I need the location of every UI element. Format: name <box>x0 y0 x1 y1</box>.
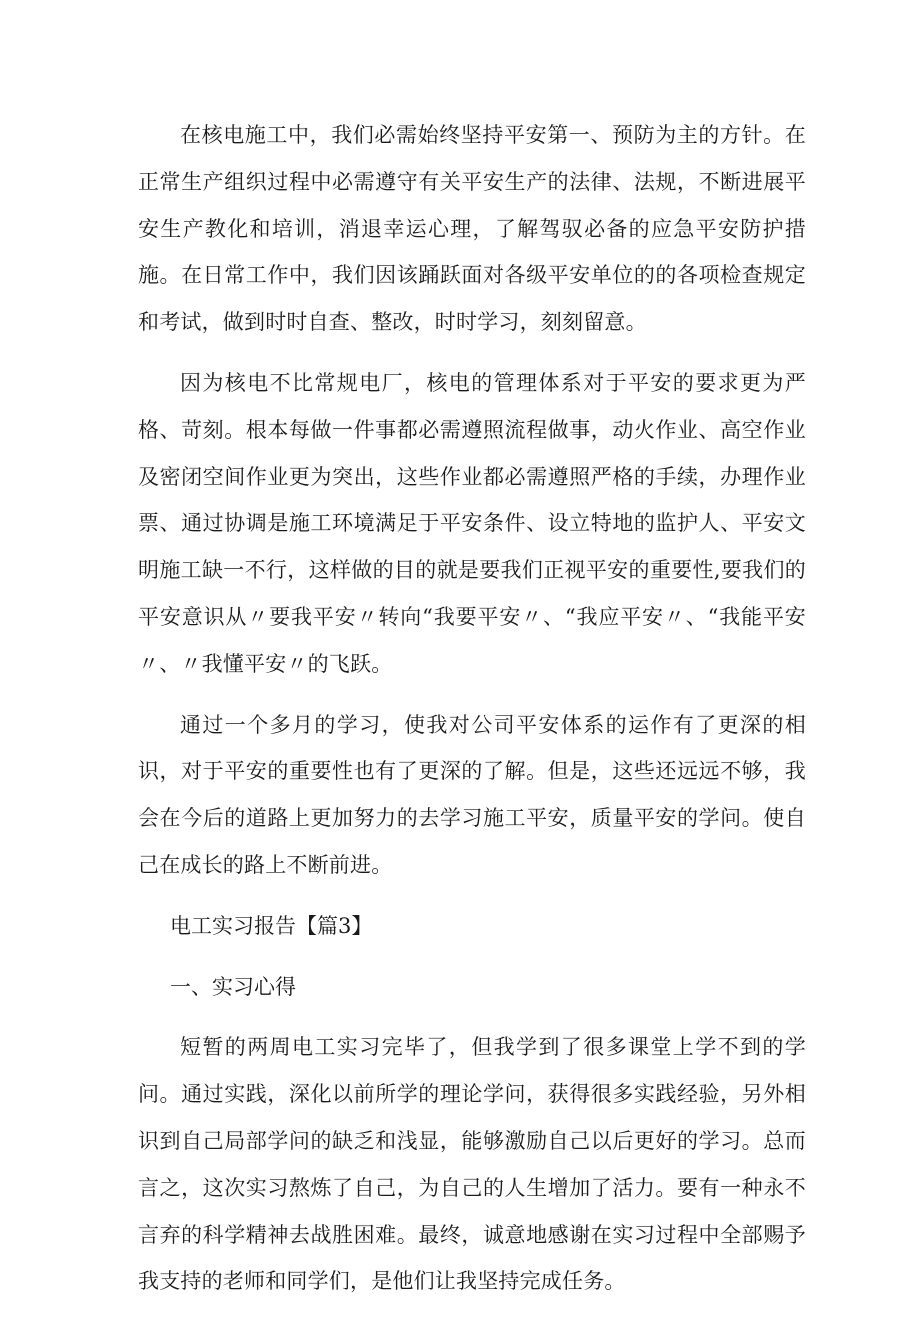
document-page <box>138 112 806 1319</box>
paragraph-safety-policy: 在核电施工中，我们必需始终坚持平安第一、预防为主的方针。在正常生产组织过程中必需遵守有关平安生产的法律、法规，不断进展平安生产教化和培训，消退幸运心理，了解驾驭必备的应急平安防护措施。在日常工作中，我们因该踊跃面对各级平安单位的的各项检查规定和考试，做到时时自查、整改，时时学习，刻刻留意。 <box>138 123 806 335</box>
paragraph-learning-summary: 通过一个多月的学习，使我对公司平安体系的运作有了更深的相识，对于平安的重要性也有了更深的了解。但是，这些还远远不够，我会在今后的道路上更加努力的去学习施工平安，质量平安的学问。使自己在成长的路上不断前进。 <box>138 712 806 877</box>
section-title: 电工实习报告【篇3】 <box>170 913 373 938</box>
paragraph-nuclear-management: 因为核电不比常规电厂，核电的管理体系对于平安的要求更为严格、苛刻。根本每做一件事都必需遵照流程做事，动火作业、高空作业及密闭空间作业更为突出，这些作业都必需遵照严格的手续，办理作业票、通过协调是施工环境满足于平安条件、设立特地的监护人、平安文明施工缺一不行，这样做的目的就是要我们正视平安的重要性,要我们的平安意识从〃要我平安〃转向“我要平安〃、“我应平安〃、“我能平安〃、〃我懂平安〃的飞跃。 <box>138 370 806 676</box>
paragraph-internship-reflection: 短暂的两周电工实习完毕了，但我学到了很多课堂上学不到的学问。通过实践，深化以前所学的理论学问，获得很多实践经验，另外相识到自己局部学问的缺乏和浅显，能够激励自己以后更好的学习。总而言之，这次实习熬炼了自己，为自己的人生增加了活力。要有一种永不言弃的科学精神去战胜困难。最终，诚意地感谢在实习过程中全部赐予我支持的老师和同学们，是他们让我坚持完成任务。 <box>138 1035 806 1294</box>
subsection-title: 一、实习心得 <box>170 974 296 999</box>
